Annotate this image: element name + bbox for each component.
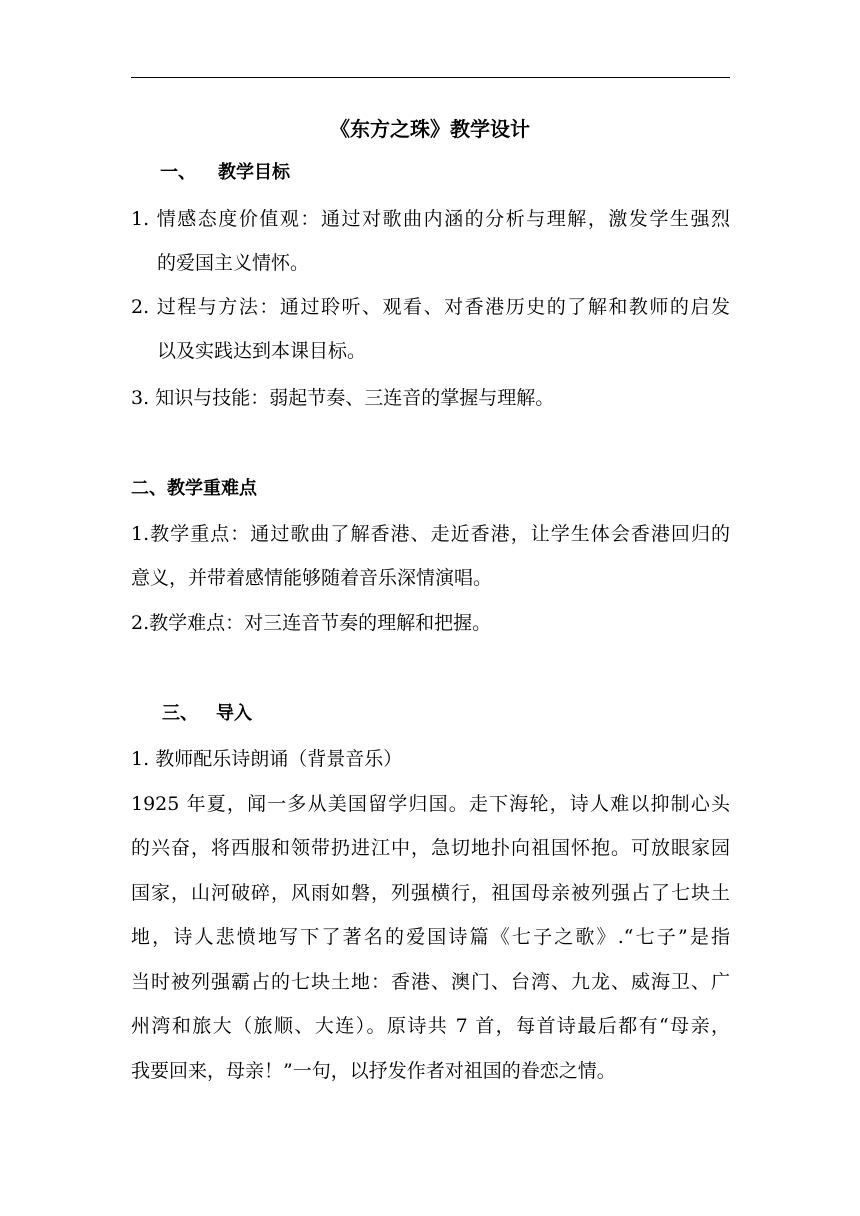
document-title: 《东方之珠》教学设计 <box>330 117 530 141</box>
section1-item2-line2: 以及实践达到本课目标。 <box>157 340 367 362</box>
section3-item1 <box>131 747 731 771</box>
section2-item1-line1: 1.教学重点：通过歌曲了解香港、走近香港，让学生体会香港回归的 <box>131 523 730 545</box>
section1-number: 一、 <box>160 162 196 183</box>
section3-title: 导入 <box>216 703 252 724</box>
section3-heading <box>162 702 762 726</box>
section1-title: 教学目标 <box>218 162 290 183</box>
paragraph-line-2: 的兴奋，将西服和领带扔进江中，急切地扑向祖国怀抱。可放眼家园 <box>131 837 730 859</box>
section3-item1-text: 教师配乐诗朗诵（背景音乐） <box>155 748 403 770</box>
section1-item2-line1 <box>131 295 730 319</box>
section1-item1-number: 1. <box>131 208 150 230</box>
section1-item1-line2: 的爱国主义情怀。 <box>157 252 310 274</box>
section1-item2-text: 过程与方法：通过聆听、观看、对香港历史的了解和教师的启发 <box>156 296 730 318</box>
paragraph-line-1: 1925 年夏，闻一多从美国留学归国。走下海轮，诗人难以抑制心头 <box>131 793 730 815</box>
paragraph-line-4: 地，诗人悲愤地写下了著名的爱国诗篇《七子之歌》.“七子”是指 <box>131 926 730 948</box>
section2-heading: 二、教学重难点 <box>131 478 257 499</box>
section1-item3-text: 知识与技能：弱起节奏、三连音的掌握与理解。 <box>155 387 555 409</box>
section1-item2-number: 2. <box>131 296 150 318</box>
paragraph-line-7: 我要回来，母亲！”一句，以抒发作者对祖国的眷恋之情。 <box>131 1060 616 1082</box>
section1-item1-line1 <box>131 207 730 231</box>
section2-item1-line2: 意义，并带着感情能够随着音乐深情演唱。 <box>131 567 493 589</box>
section1-heading <box>160 161 760 185</box>
paragraph-line-5: 当时被列强霸占的七块土地：香港、澳门、台湾、九龙、威海卫、广 <box>131 971 730 993</box>
section1-item1-text: 情感态度价值观：通过对歌曲内涵的分析与理解，激发学生强烈 <box>156 208 730 230</box>
section3-item1-number: 1. <box>131 748 150 770</box>
section1-item3 <box>131 386 731 410</box>
paragraph-line-6: 州湾和旅大（旅顺、大连）。原诗共 7 首，每首诗最后都有“母亲， <box>131 1015 730 1037</box>
paragraph-line-3: 国家，山河破碎，风雨如磐，列强横行，祖国母亲被列强占了七块土 <box>131 882 730 904</box>
header-rule <box>131 77 730 78</box>
section2-item2: 2.教学难点：对三连音节奏的理解和把握。 <box>131 612 492 634</box>
section3-number: 三、 <box>162 703 198 724</box>
section1-item3-number: 3. <box>131 387 150 409</box>
